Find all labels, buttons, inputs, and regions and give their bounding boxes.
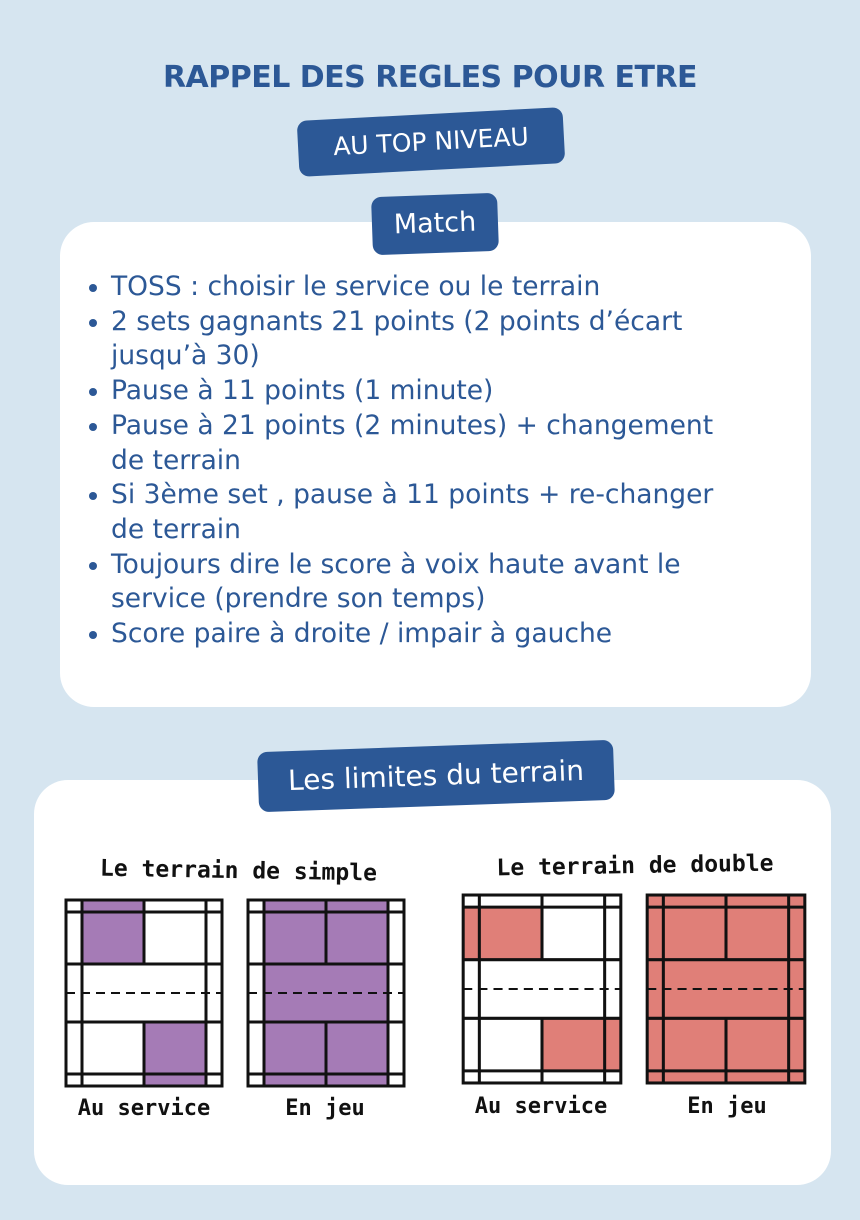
service-zone-fill	[542, 1018, 621, 1071]
service-zone-fill	[144, 1022, 206, 1086]
service-zone-fill	[82, 900, 144, 964]
service-zone-fill	[463, 907, 542, 960]
simple-service-label: Au service	[77, 1096, 211, 1121]
rule-item: TOSS : choisir le service ou le terrain	[111, 270, 713, 305]
rules-list	[60, 270, 753, 652]
rule-item: Pause à 11 points (1 minute)	[111, 374, 713, 409]
rule-item: Pause à 21 points (2 minutes) + changement de terrain	[111, 409, 713, 478]
subtitle-badge: AU TOP NIVEAU	[297, 107, 566, 177]
rule-item: Si 3ème set , pause à 11 points + re-changer de terrain	[111, 478, 713, 547]
double-service-label: Au service	[474, 1094, 608, 1119]
limits-heading: Les limites du terrain	[257, 740, 615, 812]
double-play-court	[645, 893, 807, 1085]
simple-court-title: Le terrain de simple	[99, 855, 378, 887]
match-card	[60, 222, 811, 707]
simple-service-court	[64, 898, 224, 1088]
double-service-court	[461, 893, 623, 1085]
match-heading: Match	[371, 193, 499, 255]
rule-item: Toujours dire le score à voix haute avant le service (prendre son temps)	[111, 548, 713, 617]
simple-play-court	[246, 898, 406, 1088]
rule-item: Score paire à droite / impair à gauche	[111, 617, 713, 652]
double-court-title: Le terrain de double	[496, 850, 774, 882]
page-title: RAPPEL DES REGLES POUR ETRE	[162, 60, 698, 95]
simple-play-label: En jeu	[285, 1096, 365, 1121]
rule-item: 2 sets gagnants 21 points (2 points d’écart jusqu’à 30)	[111, 305, 713, 374]
double-play-label: En jeu	[687, 1094, 767, 1119]
